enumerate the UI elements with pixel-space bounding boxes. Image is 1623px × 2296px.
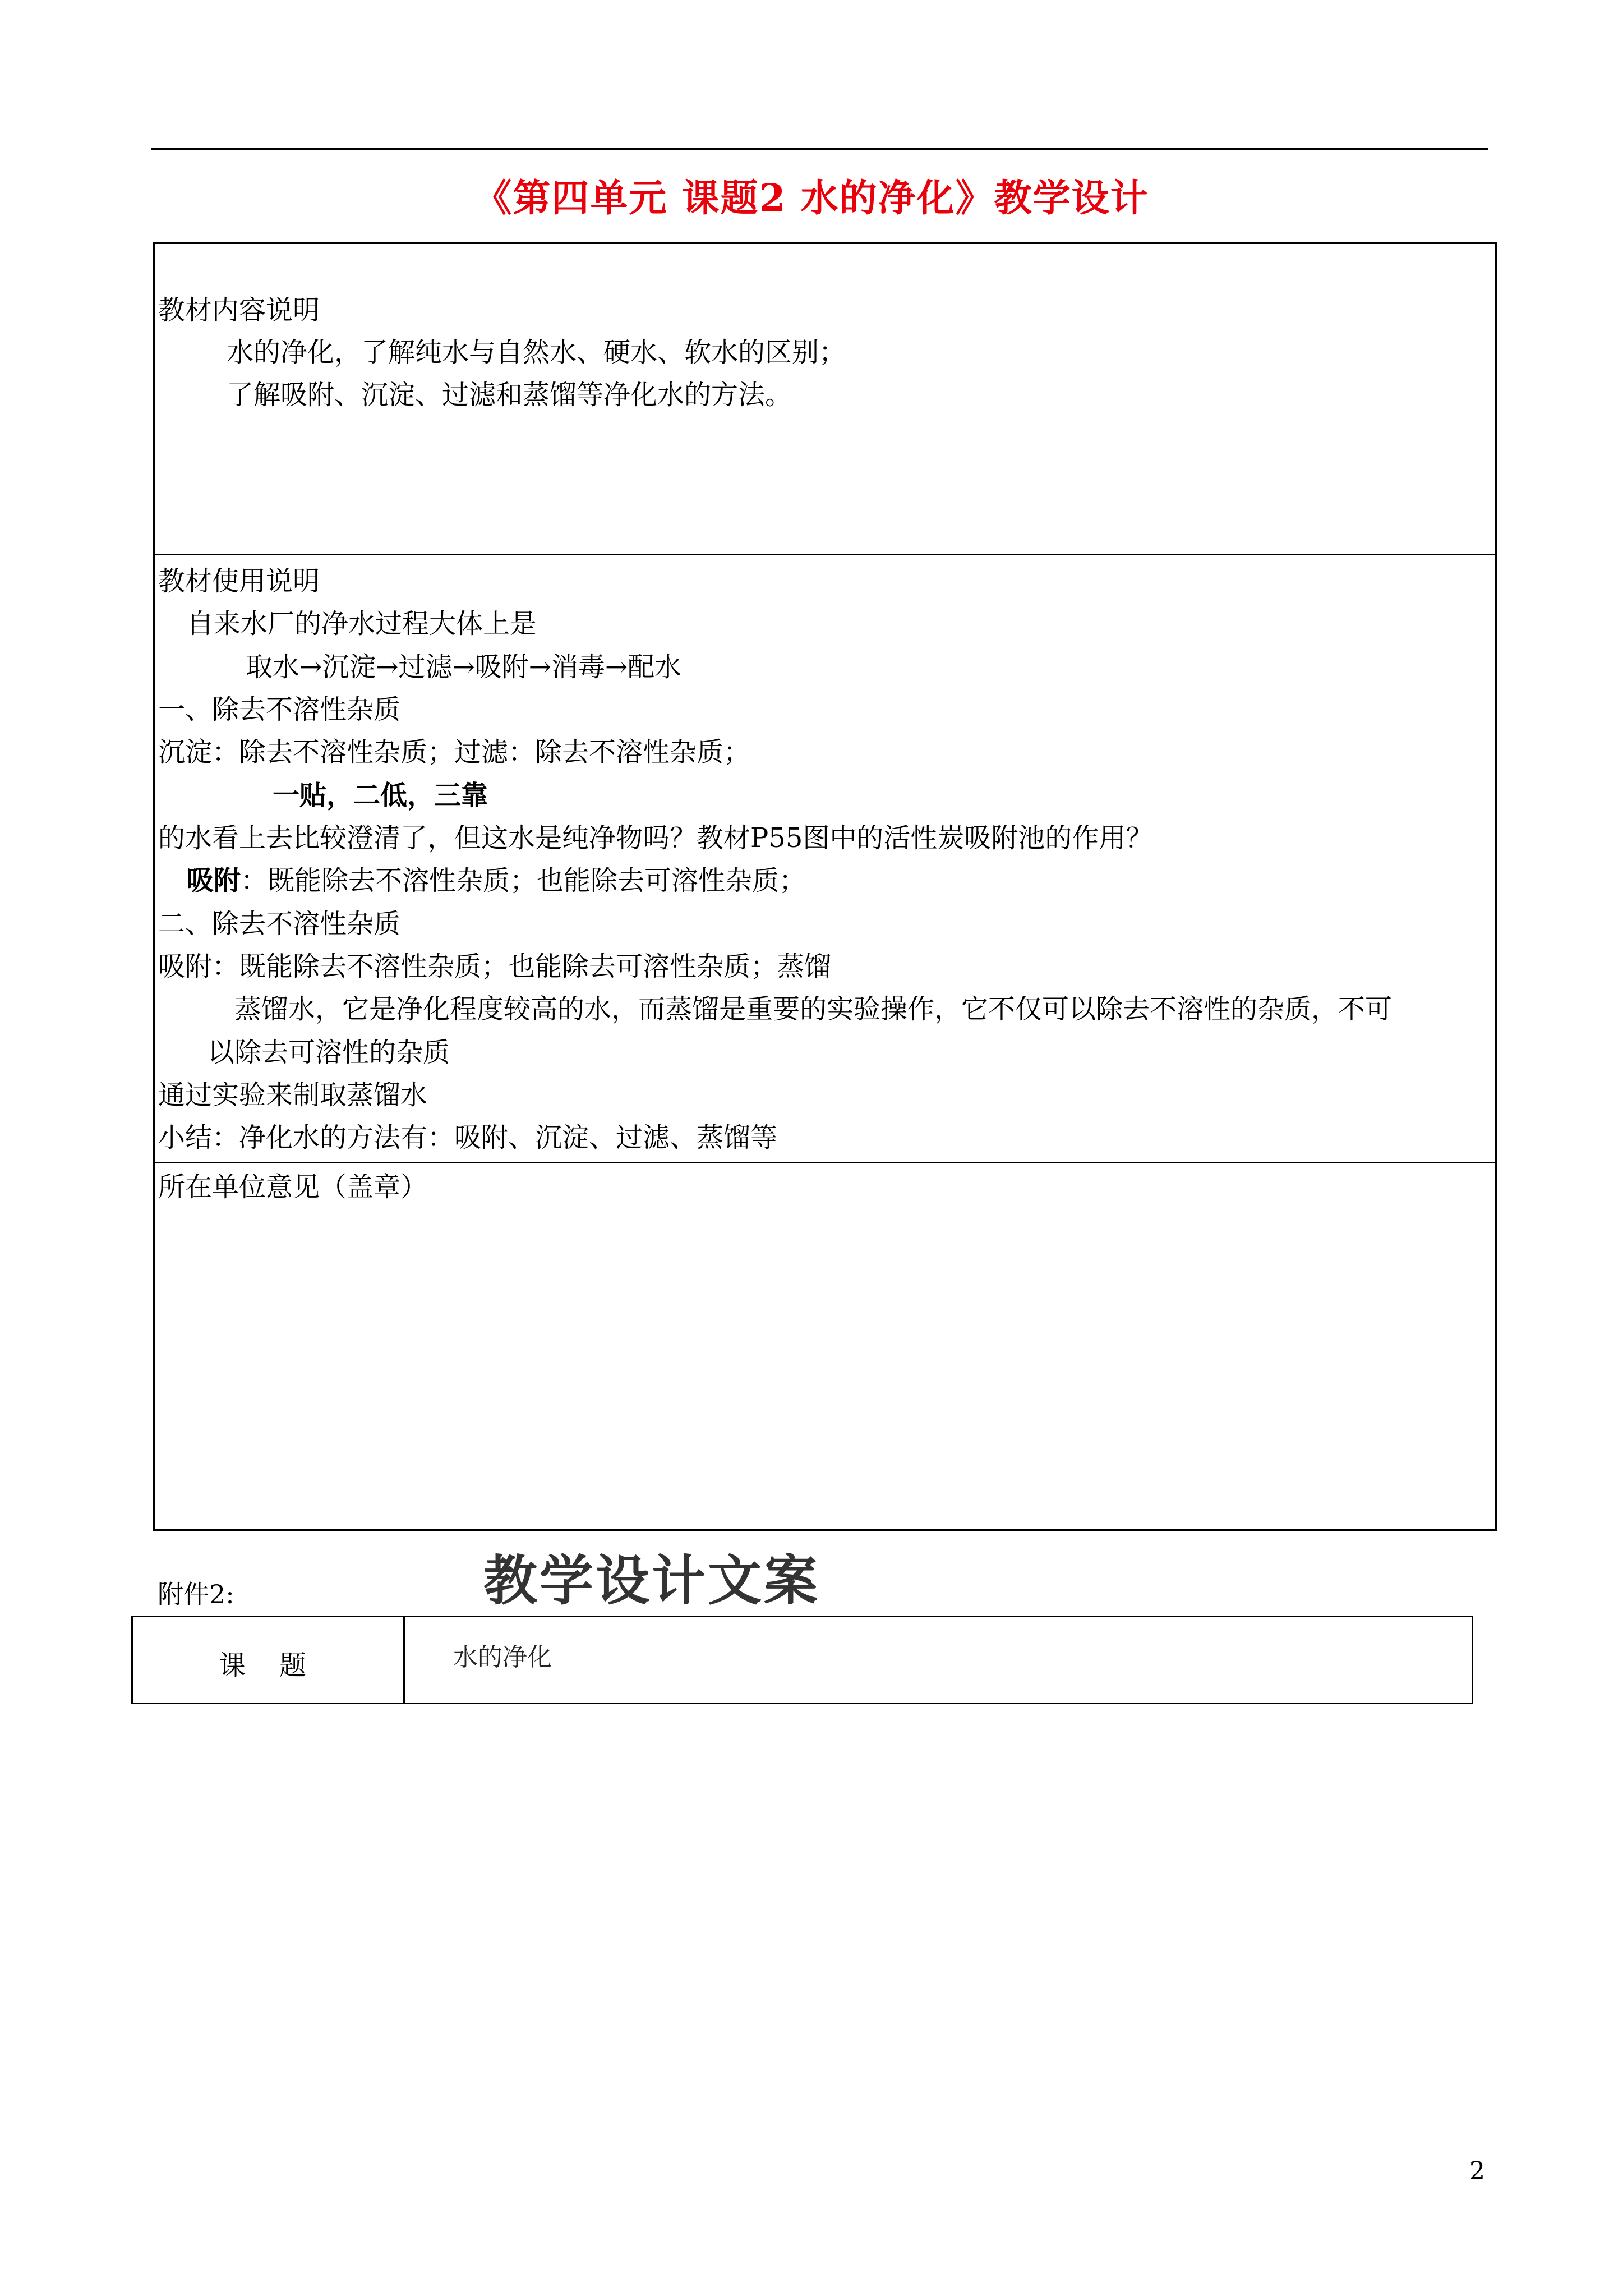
summary-line: 小结：净化水的方法有：吸附、沉淀、过滤、蒸馏等 [158, 1122, 778, 1153]
topic-label: 课题 [219, 1650, 340, 1681]
paragraph-line: 了解吸附、沉淀、过滤和蒸馏等净化水的方法。 [227, 379, 792, 411]
paragraph-line: 以除去可溶性的杂质 [208, 1037, 450, 1068]
subsection-heading: 一、除去不溶性杂质 [158, 694, 401, 725]
annex-label: 附件2: [158, 1579, 234, 1609]
topic-value: 水的净化 [453, 1643, 552, 1672]
section-heading: 教材内容说明 [158, 295, 320, 326]
page-number: 2 [1469, 2157, 1485, 2185]
table-divider [403, 1616, 405, 1704]
filter-rule: 一贴，二低，三靠 [273, 780, 488, 811]
section-heading: 所在单位意见（盖章） [158, 1171, 428, 1203]
paragraph-line [187, 863, 806, 899]
paragraph-line: 的水看上去比较澄清了，但这水是纯净物吗？教材P55图中的活性炭吸附池的作用？ [158, 822, 1153, 854]
section-unit-opinion [153, 1162, 1497, 1531]
adsorb-description: ：既能除去不溶性杂质；也能除去可溶性杂质； [241, 865, 806, 896]
paragraph-line: 吸附：既能除去不溶性杂质；也能除去可溶性杂质；蒸馏 [158, 951, 832, 982]
document-title: 《第四单元 课题2 水的净化》教学设计 [474, 176, 1149, 220]
section-heading: 教材使用说明 [158, 565, 320, 597]
top-rule [151, 148, 1488, 150]
adsorb-term: 吸附 [187, 865, 241, 896]
process-flow: 取水→沉淀→过滤→吸附→消毒→配水 [246, 651, 682, 683]
paragraph-line: 通过实验来制取蒸馏水 [158, 1079, 428, 1111]
annex-heading: 教学设计文案 [483, 1549, 820, 1612]
section-material-usage [153, 554, 1497, 1163]
paragraph-line: 沉淀：除去不溶性杂质；过滤：除去不溶性杂质； [158, 737, 751, 768]
subsection-heading: 二、除去不溶性杂质 [158, 908, 401, 940]
paragraph-line: 自来水厂的净水过程大体上是 [187, 608, 537, 639]
paragraph-line: 蒸馏水，它是净化程度较高的水，而蒸馏是重要的实验操作，它不仅可以除去不溶性的杂质，不可 [234, 993, 1393, 1025]
paragraph-line: 水的净化，了解纯水与自然水、硬水、软水的区别； [227, 337, 846, 368]
